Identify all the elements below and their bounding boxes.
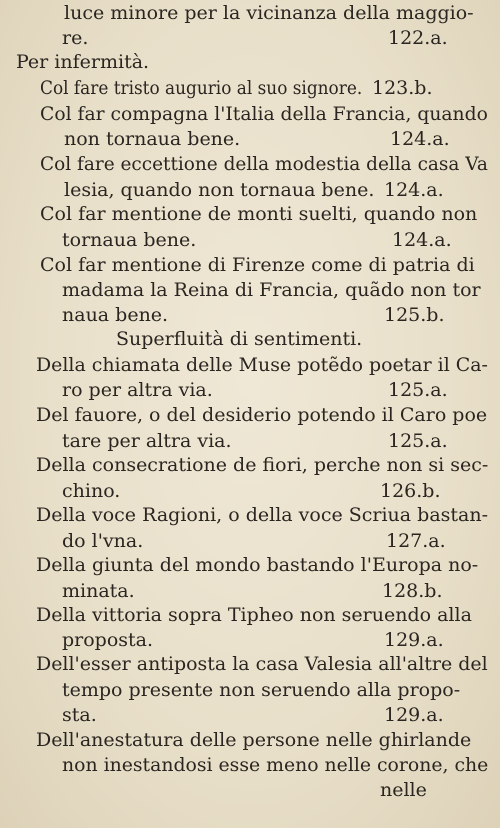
line-text: Dell'anestatura delle persone nelle ghirlande bbox=[36, 729, 472, 751]
text-line bbox=[0, 552, 500, 578]
line-text: Col fare eccettione della modestia della casa Va bbox=[40, 153, 488, 175]
catchword: nelle bbox=[380, 779, 427, 801]
line-text: proposta. bbox=[62, 629, 154, 651]
page-reference: 122.a. bbox=[388, 27, 448, 49]
line-text: Col far mentione de monti suelti, quando non bbox=[40, 203, 478, 225]
text-line bbox=[0, 252, 500, 278]
line-text: Della chiamata delle Muse potẽdo poetar il Ca- bbox=[36, 354, 488, 376]
text-line bbox=[0, 752, 500, 778]
page-reference: 124.a. bbox=[390, 128, 450, 150]
text-line bbox=[0, 126, 500, 152]
text-line bbox=[0, 452, 500, 478]
line-text: naua bene. bbox=[62, 304, 169, 326]
page-reference: 124.a. bbox=[392, 229, 452, 251]
line-text: chino. bbox=[62, 480, 121, 502]
text-line bbox=[0, 302, 500, 328]
text-line bbox=[0, 727, 500, 753]
text-line bbox=[0, 377, 500, 403]
page-reference: 125.a. bbox=[388, 379, 448, 401]
text-line bbox=[0, 677, 500, 703]
page-reference: 127.a. bbox=[386, 530, 446, 552]
line-text: tempo presente non seruendo alla propo- bbox=[62, 679, 461, 701]
line-text: do l'vna. bbox=[62, 530, 144, 552]
subsection-heading bbox=[0, 326, 500, 352]
text-line bbox=[0, 151, 500, 177]
line-text: Della giunta del mondo bastando l'Europa no- bbox=[36, 554, 479, 576]
page-reference: 125.a. bbox=[388, 430, 448, 452]
text-line bbox=[0, 402, 500, 428]
line-text: Del fauore, o del desiderio potendo il Caro poe bbox=[36, 404, 488, 426]
line-text: minata. bbox=[62, 580, 135, 602]
heading-text: Superfluità di sentimenti. bbox=[116, 328, 363, 350]
line-text: Della voce Ragioni, o della voce Scriua bastan- bbox=[36, 504, 489, 526]
line-text: re. bbox=[62, 27, 89, 49]
line-text: Della consecratione de fiori, perche non si sec- bbox=[36, 454, 489, 476]
page-reference: 125.b. bbox=[384, 304, 445, 326]
text-line bbox=[0, 352, 500, 378]
text-line bbox=[0, 177, 500, 203]
text-line bbox=[0, 101, 500, 127]
line-text: tornaua bene. bbox=[62, 229, 197, 251]
page-reference: 126.b. bbox=[380, 480, 441, 502]
section-heading bbox=[0, 49, 500, 75]
text-line bbox=[0, 528, 500, 554]
text-line bbox=[0, 25, 500, 51]
line-text: non tornaua bene. bbox=[64, 128, 241, 150]
line-text: sta. bbox=[62, 704, 97, 726]
line-text: Col far compagna l'Italia della Francia, quando bbox=[40, 103, 488, 125]
line-text: Col far mentione di Firenze come di patria di bbox=[40, 254, 475, 276]
line-text: ro per altra via. bbox=[62, 379, 213, 401]
text-line bbox=[0, 75, 500, 101]
line-text: Dell'esser antiposta la casa Valesia all'altre del bbox=[36, 653, 488, 675]
page-reference: 128.b. bbox=[382, 580, 443, 602]
line-text: Col fare tristo augurio al suo signore. bbox=[40, 77, 363, 99]
text-line bbox=[0, 627, 500, 653]
text-line bbox=[0, 478, 500, 504]
text-line bbox=[0, 428, 500, 454]
line-text: Della vittoria sopra Tipheo non seruendo alla bbox=[36, 604, 472, 626]
text-line bbox=[0, 227, 500, 253]
text-line bbox=[0, 651, 500, 677]
page-reference: 123.b. bbox=[372, 77, 433, 99]
line-text: non inestandosi esse meno nelle corone, che bbox=[62, 754, 489, 776]
text-line bbox=[0, 602, 500, 628]
text-line bbox=[0, 201, 500, 227]
page-reference: 124.a. bbox=[384, 179, 444, 201]
catchword-line bbox=[0, 777, 500, 803]
line-text: tare per altra via. bbox=[62, 430, 232, 452]
text-line bbox=[0, 578, 500, 604]
text-line bbox=[0, 277, 500, 303]
page-reference: 129.a. bbox=[384, 704, 444, 726]
line-text: luce minore per la vicinanza della maggio- bbox=[64, 2, 474, 24]
line-text: lesia, quando non tornaua bene. bbox=[64, 179, 375, 201]
text-line bbox=[0, 0, 500, 26]
text-line bbox=[0, 502, 500, 528]
heading-text: Per infermità. bbox=[16, 51, 150, 73]
line-text: madama la Reina di Francia, quãdo non tor bbox=[62, 279, 481, 301]
text-line bbox=[0, 702, 500, 728]
page-reference: 129.a. bbox=[384, 629, 444, 651]
